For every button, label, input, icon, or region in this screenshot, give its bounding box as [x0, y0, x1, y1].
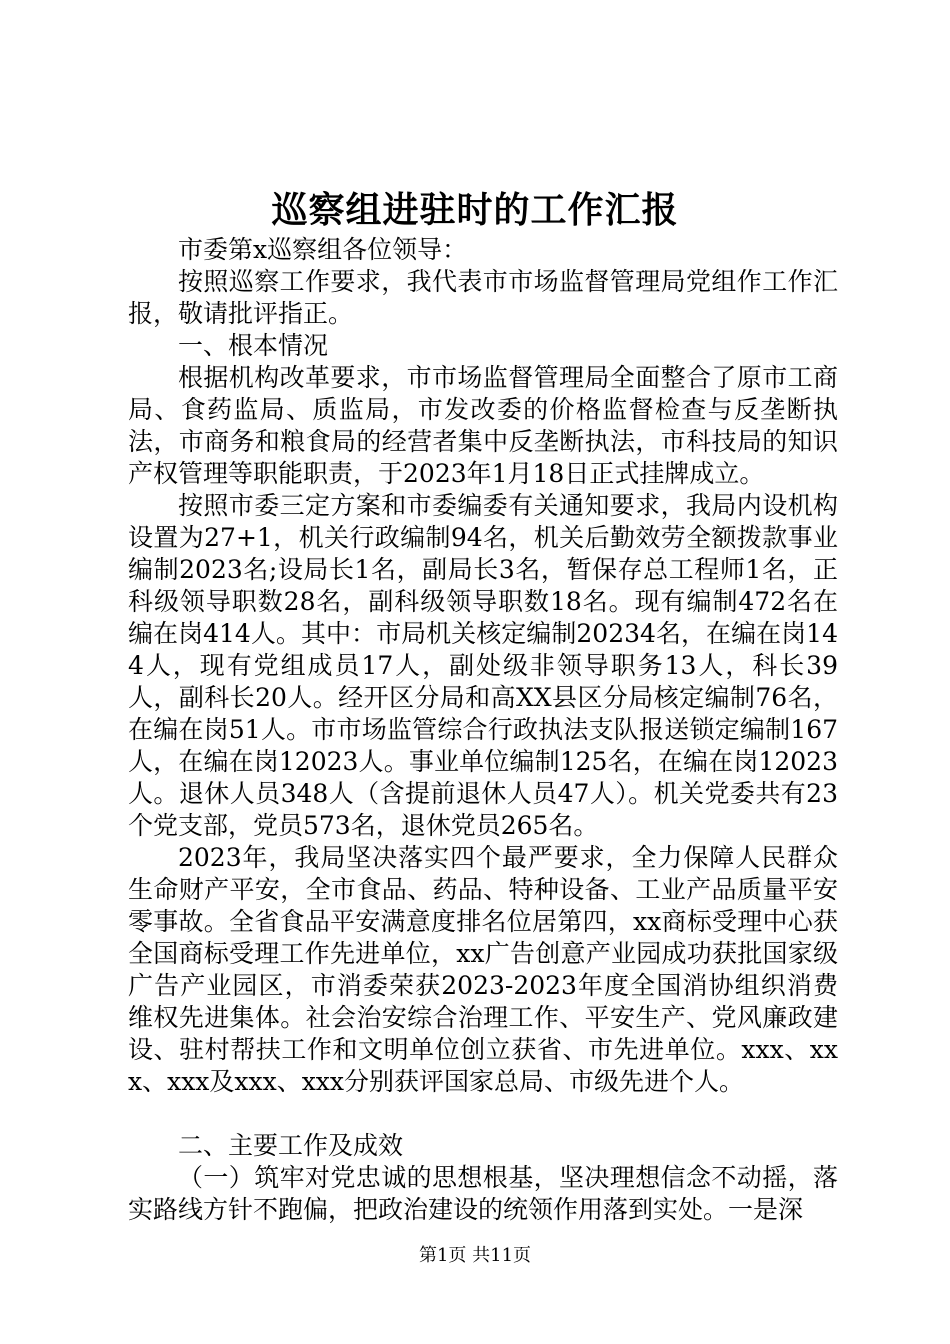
body-paragraph: 根据机构改革要求，市市场监督管理局全面整合了原市工商局、食药监局、质监局，市发改委的价格监督检查与反垄断执法，市商务和粮食局的经营者集中反垄断执法，市科技局的知识产权管理等职能职责，于2023年1月18日正式挂牌成立。 [128, 363, 838, 488]
body-paragraph: 2023年，我局坚决落实四个最严要求，全力保障人民群众生命财产平安，全市食品、药品、特种设备、工业产品质量平安零事故。全省食品平安满意度排名位居第四，xx商标受理中心获全国商标受理工作先进单位，xx广告创意产业园成功获批国家级广告产业园区，市消委荣获2023-2023年度全国消协组织消费维权先进集体。社会治安综合治理工作、平安生产、党风廉政建设、驻村帮扶工作和文明单位创立获省、市先进单位。xxx、xxx、xxx及xxx、xxx分别获评国家总局、市级先进个人。 [128, 843, 838, 1096]
document-title: 巡察组进驻时的工作汇报 [271, 189, 679, 231]
salutation: 市委第x巡察组各位领导： [178, 235, 468, 264]
intro-paragraph: 按照巡察工作要求，我代表市市场监督管理局党组作工作汇报，敬请批评指正。 [128, 267, 838, 328]
body-paragraph: 按照市委三定方案和市委编委有关通知要求，我局内设机构设置为27+1，机关行政编制94名，机关后勤效劳全额拨款事业编制2023名;设局长1名，副局长3名，暂保存总工程师1名，正科级领导职数28名，副科级领导职数18名。现有编制472名在编在岗414人。其中：市局机关核定编制20234名，在编在岗144人，现有党组成员17人，副处级非领导职务13人，科长39人，副科长20人。经开区分局和高XX县区分局核定编制76名，在编在岗51人。市市场监管综合行政执法支队报送锁定编制167人，在编在岗12023人。事业单位编制125名，在编在岗12023人。退休人员348人（含提前退休人员47人）。机关党委共有23个党支部，党员573名，退休党员265名。 [128, 491, 838, 840]
section-heading-main-work: 二、主要工作及成效 [178, 1131, 404, 1160]
document-body [128, 234, 838, 1226]
section-heading-basic: 一、根本情况 [178, 331, 329, 360]
page-footer: 第1页 共11页 [418, 1245, 532, 1266]
body-paragraph: （一）筑牢对党忠诚的思想根基，坚决理想信念不动摇，落实路线方针不跑偏，把政治建设的统领作用落到实处。一是深 [128, 1163, 838, 1224]
